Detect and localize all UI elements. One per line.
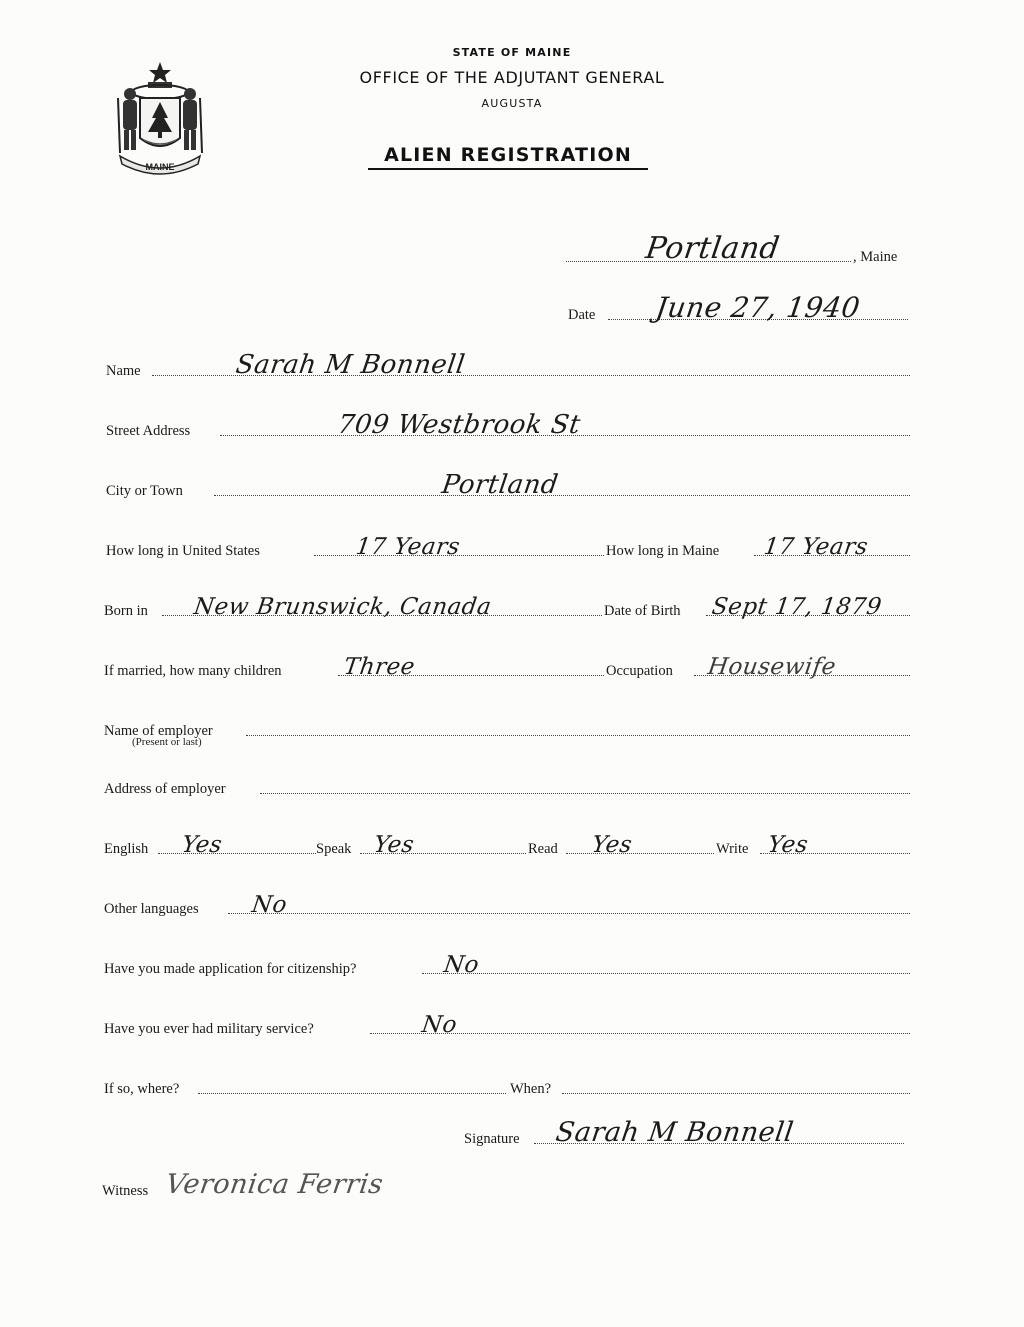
employer-label: Name of employer (104, 723, 213, 739)
occupation-value[interactable]: Housewife (706, 654, 838, 680)
children-row (104, 652, 910, 680)
street-label: Street Address (106, 423, 191, 439)
military-label: Have you ever had military service? (104, 1021, 314, 1037)
where-label: If so, where? (104, 1081, 180, 1097)
dob-value[interactable]: Sept 17, 1879 (710, 594, 884, 620)
place-row (566, 231, 916, 266)
street-value[interactable]: 709 Westbrook St (335, 410, 583, 440)
header-state: STATE OF MAINE (452, 46, 572, 59)
signature-label: Signature (464, 1131, 520, 1147)
children-value[interactable]: Three (342, 654, 417, 680)
us-years-value[interactable]: 17 Years (354, 534, 462, 560)
witness-label: Witness (102, 1183, 149, 1199)
date-label: Date (568, 307, 596, 323)
other-languages-value[interactable]: No (250, 892, 289, 918)
children-label: If married, how many children (104, 663, 282, 679)
seal-text: MAINE (145, 162, 175, 172)
english-value[interactable]: Yes (180, 832, 224, 858)
citizenship-value[interactable]: No (442, 952, 481, 978)
us-years-label: How long in United States (106, 543, 260, 559)
signature-row (464, 1117, 906, 1148)
city-row (106, 472, 910, 500)
employer-address-label: Address of employer (104, 781, 226, 797)
read-label: Read (528, 841, 558, 857)
where-when-row (104, 1070, 910, 1098)
residence-row (106, 532, 910, 560)
witness-row (102, 1169, 562, 1200)
employer-address-row (104, 770, 910, 798)
write-value[interactable]: Yes (766, 832, 810, 858)
english-label: English (104, 841, 149, 857)
born-in-value[interactable]: New Brunswick, Canada (192, 594, 494, 620)
date-row (566, 291, 910, 324)
write-label: Write (716, 841, 749, 857)
citizenship-label: Have you made application for citizenship? (104, 961, 357, 977)
name-label: Name (106, 363, 141, 379)
city-value[interactable]: Portland (439, 470, 561, 500)
witness-value[interactable]: Veronica Ferris (163, 1169, 386, 1200)
citizenship-row (104, 950, 910, 978)
place-suffix: , Maine (853, 249, 898, 265)
other-languages-label: Other languages (104, 901, 199, 917)
name-value[interactable]: Sarah M Bonnell (233, 350, 468, 380)
date-value[interactable]: June 27, 1940 (653, 291, 863, 324)
when-label: When? (510, 1081, 552, 1097)
speak-label: Speak (316, 841, 352, 857)
city-label: City or Town (106, 483, 183, 499)
occupation-label: Occupation (606, 663, 673, 679)
other-languages-row (104, 890, 910, 918)
employer-sublabel: (Present or last) (132, 736, 202, 748)
read-value[interactable]: Yes (590, 832, 634, 858)
header-office: OFFICE OF THE ADJUTANT GENERAL (359, 68, 665, 87)
english-row (104, 830, 910, 858)
name-row (106, 352, 910, 380)
place-value[interactable]: Portland (643, 231, 782, 266)
speak-value[interactable]: Yes (372, 832, 416, 858)
born-in-label: Born in (104, 603, 148, 619)
military-row (104, 1010, 910, 1038)
maine-years-value[interactable]: 17 Years (762, 534, 870, 560)
signature-value[interactable]: Sarah M Bonnell (553, 1117, 796, 1148)
employer-row (104, 712, 910, 740)
military-value[interactable]: No (420, 1012, 459, 1038)
header-city: AUGUSTA (481, 97, 543, 110)
form-title: ALIEN REGISTRATION (368, 144, 648, 170)
dob-label: Date of Birth (604, 603, 681, 619)
street-row (106, 412, 910, 440)
maine-years-label: How long in Maine (606, 543, 720, 559)
birth-row (104, 592, 910, 620)
